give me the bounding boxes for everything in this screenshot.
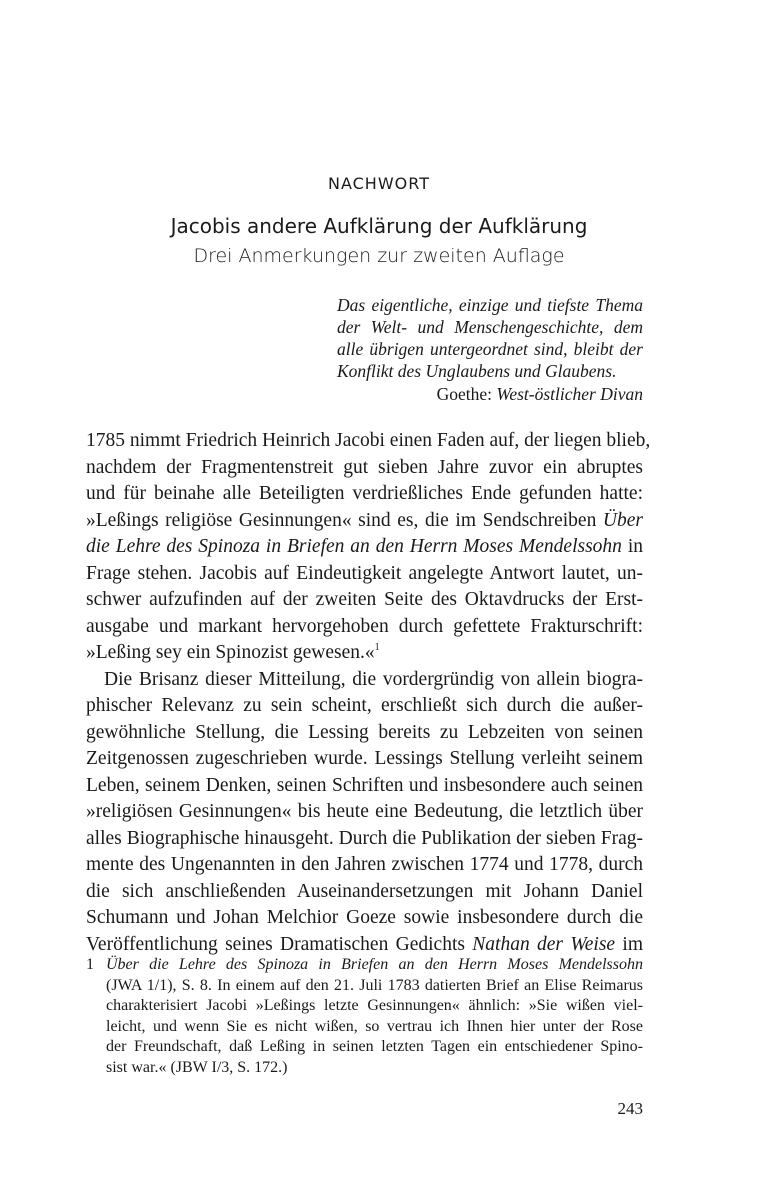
- body-line: »religiösen Gesinnungen« bis heute eine Bedeutung, die letztlich über: [86, 801, 643, 822]
- body-text-run: »Leßings religiöse Gesinnungen« sind es, die im Sendschreiben: [86, 509, 603, 531]
- footnote-line: leicht, und wenn Sie es nicht wißen, so vertrau ich Ihnen hier unter der Rose: [106, 1017, 643, 1035]
- body-line: Die Brisanz dieser Mitteilung, die vordergründig von allein biogra-: [104, 668, 643, 690]
- book-title-run: Nathan der Weise: [472, 933, 616, 955]
- footnote-text: [106, 955, 643, 1078]
- footnote-reference[interactable]: 1: [374, 642, 380, 653]
- body-line: gewöhnliche Stellung, die Lessing bereits zu Lebzeiten von seinen: [86, 721, 643, 743]
- body-line: [86, 640, 643, 667]
- book-title-run: Über die Lehre des Spinoza in Briefen an den Herrn Moses Mendelssohn: [106, 956, 643, 973]
- body-text-run: im: [615, 933, 643, 955]
- body-line: Leben, seinem Denken, seinen Schriften und insbesondere auch seinen: [86, 774, 643, 796]
- book-title-run: die Lehre des Spinoza in Briefen an den Herrn Moses Mendelssohn: [86, 536, 622, 557]
- body-line: ausgabe und markant hervorgehoben durch gefettete Frakturschrift:: [86, 615, 643, 637]
- page-number: 243: [617, 1099, 643, 1118]
- footnote-line: (JWA 1/1), S. 8. In einem auf den 21. Juli 1783 datierten Brief an Elise Reimarus: [106, 976, 643, 994]
- body-line: [86, 508, 643, 535]
- footnote-line: der Freundschaft, daß Leßing in seinen letzten Tagen ein entschiedener Spino-: [106, 1038, 643, 1055]
- body-line: phischer Relevanz zu sein scheint, erschließt sich durch die außer-: [86, 695, 643, 716]
- book-title-run: Über: [602, 509, 643, 531]
- body-line: [86, 534, 643, 561]
- attribution-work: West-östlicher Divan: [496, 384, 643, 404]
- footnote-line: sist war.« (JBW I/3, S. 172.): [106, 1058, 288, 1076]
- body-text-run: in: [621, 536, 644, 557]
- page-title: Jacobis andere Aufklärung der Aufklärung: [170, 214, 588, 238]
- body-line: 1785 nimmt Friedrich Heinrich Jacobi einen Faden auf, der liegen blieb,: [86, 430, 651, 451]
- attribution-author: Goethe:: [436, 384, 497, 404]
- body-text-run: Veröffentlichung seines Dramatischen Gedichts: [86, 933, 473, 955]
- body-line: und für beinahe alle Beteiligten verdrießliches Ende gefunden hatte:: [86, 483, 643, 504]
- body-text: [86, 428, 651, 958]
- body-line: die sich anschließenden Auseinandersetzungen mit Johann Daniel: [86, 880, 643, 902]
- footnote-line: charakterisiert Jacobi »Leßings letzte Gesinnungen« ähnlich: »Sie wißen viel-: [106, 997, 643, 1014]
- epigraph-attribution: [337, 383, 643, 405]
- body-line: schwer aufzufinden auf der zweiten Seite des Oktavdrucks der Erst-: [86, 589, 643, 610]
- body-line: Zeitgenossen zugeschrieben wurde. Lessings Stellung verleiht seinem: [86, 748, 643, 769]
- epigraph-line: Das eigentliche, einzige und tiefste Thema: [337, 295, 643, 315]
- body-line: nachdem der Fragmentenstreit gut sieben Jahre zuvor ein abruptes: [86, 456, 643, 478]
- body-line: alles Biographische hinausgeht. Durch die Publikation der sieben Frag-: [86, 827, 643, 849]
- epigraph-line: der Welt- und Menschengeschichte, dem: [337, 317, 643, 337]
- footnotes: [86, 955, 643, 1078]
- body-line: mente des Ungenannten in den Jahren zwischen 1774 und 1778, durch: [86, 854, 643, 875]
- epigraph-line: alle übrigen untergeordnet sind, bleibt der: [337, 339, 643, 359]
- body-line: Schumann und Johan Melchior Goeze sowie insbesondere durch die: [86, 907, 643, 928]
- section-label: NACHWORT: [328, 174, 430, 193]
- epigraph: [337, 294, 643, 382]
- body-line: Frage stehen. Jacobis auf Eindeutigkeit angelegte Antwort lautet, un-: [86, 562, 643, 584]
- footnote-line: [106, 955, 643, 976]
- footnote-number: 1: [86, 956, 94, 973]
- epigraph-line: Konflikt des Unglaubens und Glaubens.: [337, 361, 617, 381]
- body-text-run: »Leßing sey ein Spinozist gewesen.«: [86, 642, 375, 663]
- page-subtitle: Drei Anmerkungen zur zweiten Auflage: [193, 245, 565, 267]
